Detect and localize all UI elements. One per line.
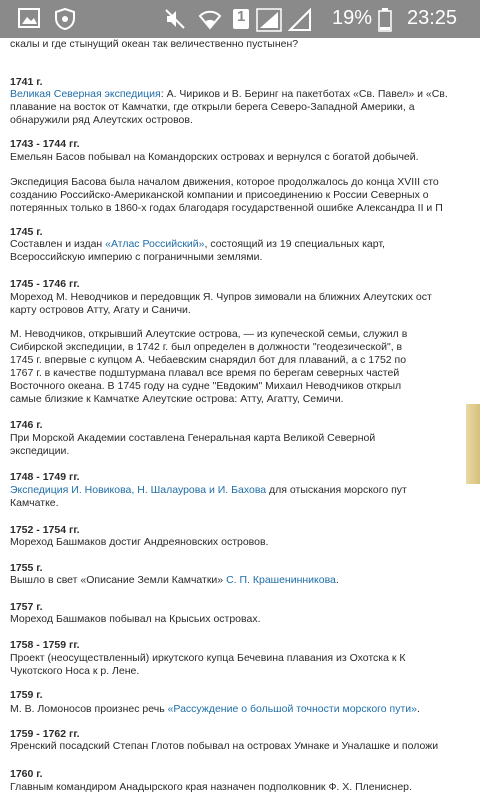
article-link[interactable]: «Атлас Российский»	[105, 238, 205, 250]
gallery-icon	[18, 8, 40, 33]
sim-label: 1	[237, 8, 246, 25]
entry-year: 1759 г.	[10, 689, 43, 701]
entry-text-line	[10, 367, 399, 380]
entry-text: экспедиции.	[10, 445, 70, 457]
entry-text-line	[10, 740, 438, 753]
entry-year: 1743 - 1744 гг.	[10, 138, 80, 150]
entry-text-line	[10, 652, 406, 665]
entry-text-line	[10, 151, 419, 164]
entry-text-line	[10, 536, 268, 549]
entry-text: для отыскания морского пут	[266, 484, 407, 496]
entry-text: Мореход Башмаков побывал на Крысьих островах.	[10, 613, 261, 625]
intro-tail: скалы и где стынущий океан так величественно пустынен?	[10, 38, 299, 50]
entry-text-line	[10, 251, 262, 264]
entry-text-line	[10, 380, 401, 393]
entry-text-line	[10, 432, 375, 445]
entry-text: 1745 г. впервые с купцом А. Чебаевским снарядил бот для плаваний, а с 1752 по	[10, 354, 407, 366]
shield-app-icon	[54, 8, 76, 35]
entry-text: Чукотского Носа к р. Лене.	[10, 665, 140, 677]
entry-year: 1746 г.	[10, 419, 43, 431]
side-illustration	[466, 404, 480, 484]
entry-text-line	[10, 781, 412, 794]
entry-text-line	[10, 202, 443, 215]
article-link[interactable]: Великая Северная экспедиция	[10, 88, 161, 100]
entry-year: 1748 - 1749 гг.	[10, 471, 80, 483]
entry-text: Яренский посадский Степан Глотов побывал на островах Умнаке и Уналашке и положи	[10, 740, 439, 752]
entry-text: Главным командиром Анадырского края назначен подполковник Ф. Х. Плениснер.	[10, 781, 412, 793]
entry-text-line	[10, 393, 343, 406]
entry-year: 1755 г.	[10, 562, 43, 574]
entry-year: 1757 г.	[10, 601, 43, 613]
battery-icon	[378, 8, 392, 37]
signal-1-icon	[256, 8, 282, 37]
entry-text: : А. Чириков и В. Беринг на пакетботах «Св. Павел» и «Св.	[160, 88, 448, 100]
entry-text-line	[10, 354, 406, 367]
entry-text-line	[10, 665, 139, 678]
battery-percent: 19%	[332, 7, 373, 29]
signal-2-icon	[288, 8, 312, 37]
entry-text-line	[10, 341, 402, 354]
entry-text: Сибирской экспедиции, в 1742 г. был определен в должности "геодезической", в	[10, 341, 403, 353]
entry-text: Составлен и издан	[10, 238, 106, 250]
entry-year: 1752 - 1754 гг.	[10, 524, 80, 536]
entry-text-line	[10, 613, 260, 626]
entry-text-line	[10, 497, 59, 510]
article-content[interactable]	[0, 38, 480, 800]
entry-text-line	[10, 574, 339, 587]
entry-text-line	[10, 114, 193, 127]
entry-text: При Морской Академии составлена Генеральная карта Великой Северной	[10, 432, 376, 444]
entry-text: Вышло в свет «Описание Земли Камчатки»	[10, 574, 227, 586]
entry-text-line	[10, 328, 407, 341]
entry-text-line	[10, 703, 420, 716]
entry-year: 1758 - 1759 гг.	[10, 639, 80, 651]
entry-text-line	[10, 304, 191, 317]
entry-text: Емельян Басов побывал на Командорских островах и вернулся с богатой добычей.	[10, 151, 419, 163]
entry-text-line	[10, 238, 385, 251]
entry-text: самые близкие к Камчатке Алеутские острова: Атту, Агатту, Семичи.	[10, 393, 344, 405]
entry-text-line	[10, 484, 407, 497]
entry-text: .	[416, 703, 420, 715]
entry-text: Мореход Башмаков достиг Андреяновских островов.	[10, 536, 269, 548]
entry-text: Восточного океана. В 1745 году на судне "Евдоким" Михаил Неводчиков открыл	[10, 380, 402, 392]
entry-text: М. В. Ломоносов произнес речь	[10, 703, 168, 715]
entry-text: 1767 г. в качестве подштурмана плавал все время по берегам северных частей	[10, 367, 400, 379]
entry-year: 1759 - 1762 гг.	[10, 728, 80, 740]
entry-text-line	[10, 88, 448, 101]
entry-year: 1760 г.	[10, 768, 43, 780]
article-link[interactable]: С. П. Крашенинникова	[226, 574, 336, 586]
clock: 23:25	[407, 7, 458, 29]
entry-year: 1745 - 1746 гг.	[10, 278, 80, 290]
article-link[interactable]: Экспедиция И. Новикова, Н. Шалаурова и И. Бахова	[10, 484, 267, 496]
entry-text: Мореход М. Неводчиков и передовщик Я. Чупров зимовали на ближних Алеутских ост	[10, 291, 432, 303]
entry-text: М. Неводчиков, открывший Алеутские острова, — из купеческой семьи, служил в	[10, 328, 408, 340]
entry-text-line	[10, 101, 415, 114]
entry-text: , состоящий из 19 специальных карт,	[204, 238, 385, 250]
entry-year: 1741 г.	[10, 76, 43, 88]
entry-text: Всероссийскую империю с пограничными землями.	[10, 251, 263, 263]
entry-text: .	[335, 574, 339, 586]
entry-text: карту островов Атту, Агату и Саничи.	[10, 304, 191, 316]
wifi-icon	[198, 8, 222, 35]
entry-text-line	[10, 189, 429, 202]
entry-text: плавание на восток от Камчатки, где открыли берега Северо-Западной Америки, а	[10, 101, 415, 113]
entry-text: созданию Российско-Американской компании и присоединению к России Северных о	[10, 189, 429, 201]
entry-text-line	[10, 176, 439, 189]
article-link[interactable]: «Рассуждение о большой точности морского пути»	[167, 703, 417, 715]
entry-text-line	[10, 291, 432, 304]
entry-text: Проект (неосуществленный) иркутского купца Бечевина плавания из Охотска к К	[10, 652, 406, 664]
entry-text-line	[10, 445, 69, 458]
entry-text: потерянных только в 1860-х годах благодаря государственной ошибке Александра II и П	[10, 202, 443, 214]
entry-text: Камчатке.	[10, 497, 59, 509]
entry-text: обнаружили ряд Алеутских островов.	[10, 114, 193, 126]
entry-text: Экспедиция Басова была началом движения, которое продолжалось до конца XVIII сто	[10, 176, 439, 188]
entry-year: 1745 г.	[10, 226, 43, 238]
status-bar	[0, 0, 480, 38]
mute-icon	[164, 8, 186, 35]
